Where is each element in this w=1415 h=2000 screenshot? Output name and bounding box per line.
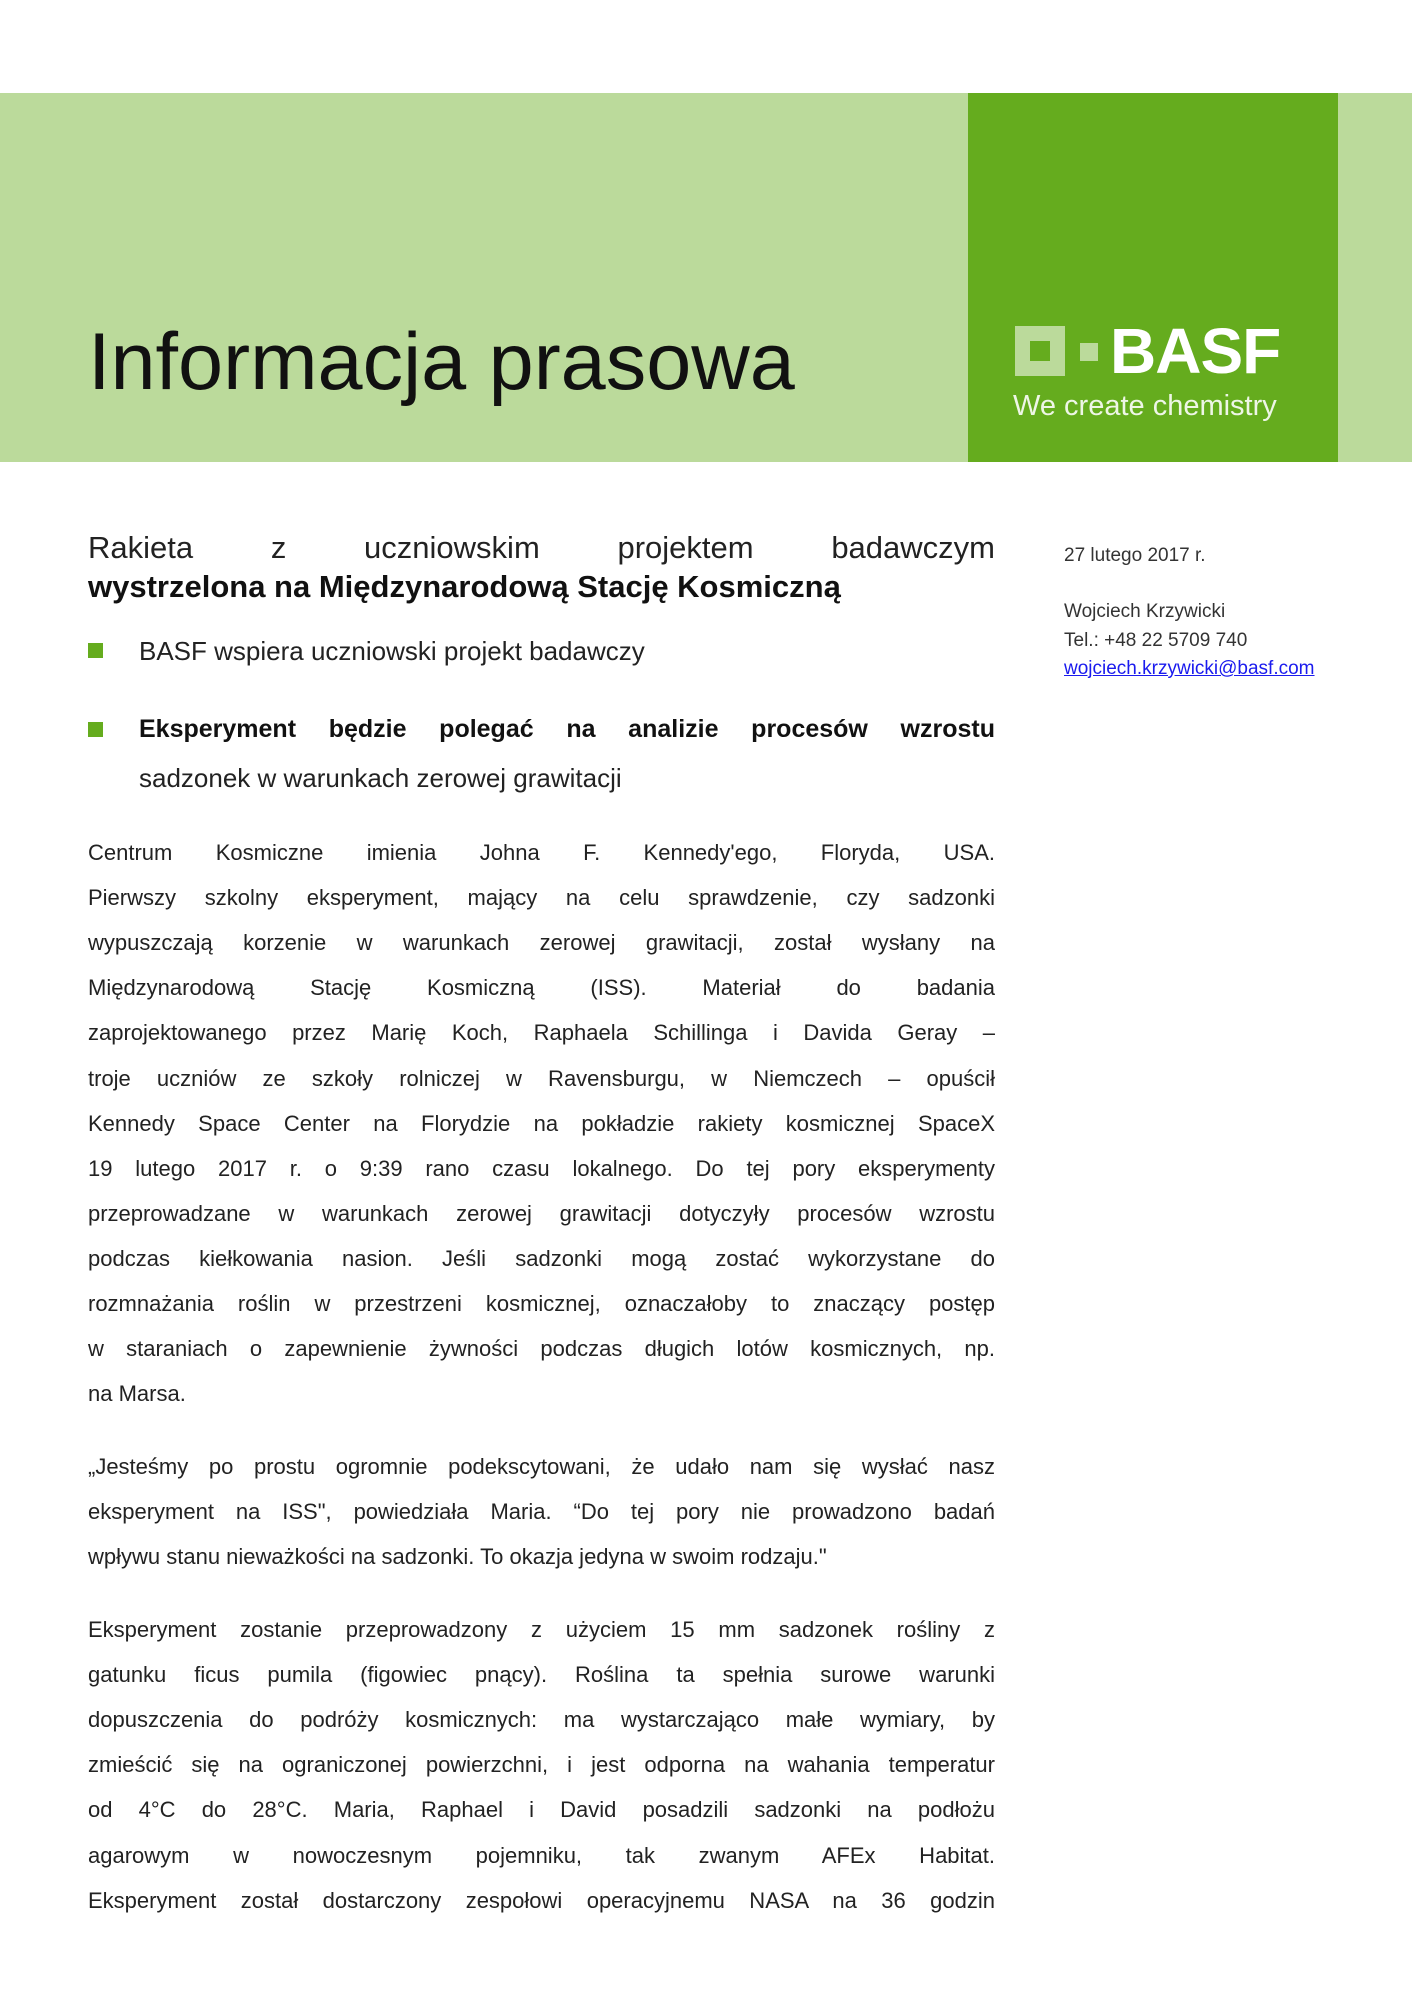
contact-phone: Tel.: +48 22 5709 740: [1064, 630, 1248, 651]
contact-email-wrap: [1064, 657, 1315, 681]
paragraph-2-line: wpływu stanu nieważkości na sadzonki. To okazja jedyna w swoim rodzaju.": [88, 1544, 827, 1570]
paragraph-1-line: Kennedy Space Center na Florydzie na pokładzie rakiety kosmicznej SpaceX: [88, 1110, 995, 1136]
paragraph-3-line: dopuszczenia do podróży kosmicznych: ma wystarczająco małe wymiary, by: [88, 1707, 995, 1733]
paragraph-2-line: eksperyment na ISS", powiedziała Maria. “Do tej pory nie prowadzono badań: [88, 1499, 995, 1525]
paragraph-3-line: Eksperyment zostanie przeprowadzony z użyciem 15 mm sadzonek rośliny z: [88, 1617, 995, 1642]
paragraph-3-line: zmieścić się na ograniczonej powierzchni, i jest odporna na wahania temperatur: [88, 1752, 995, 1778]
bullet-1-text: BASF wspiera uczniowski projekt badawczy: [139, 636, 645, 666]
headline-line-2: wystrzelona na Międzynarodową Stację Kosmiczną: [88, 569, 841, 604]
paragraph-1-line: zaprojektowanego przez Marię Koch, Raphaela Schillinga i Davida Geray –: [88, 1020, 995, 1046]
paragraph-1-line: na Marsa.: [88, 1381, 186, 1407]
paragraph-3-line: od 4°C do 28°C. Maria, Raphael i David posadzili sadzonki na podłożu: [88, 1797, 995, 1823]
logo-square-icon: [1015, 326, 1065, 376]
paragraph-2-line: „Jesteśmy po prostu ogromnie podekscytowani, że udało nam się wysłać nasz: [88, 1454, 995, 1479]
paragraph-1-line: w staraniach o zapewnienie żywności podczas długich lotów kosmicznych, np.: [88, 1336, 995, 1362]
page-title: Informacja prasowa: [88, 317, 795, 407]
paragraph-1-line: podczas kiełkowania nasion. Jeśli sadzonki mogą zostać wykorzystane do: [88, 1245, 995, 1271]
bullet-square-icon: [88, 643, 103, 658]
logo-tagline: We create chemistry: [1013, 390, 1277, 422]
contact-email-link[interactable]: wojciech.krzywicki@basf.com: [1064, 658, 1315, 679]
bullet-square-icon: [88, 722, 103, 737]
paragraph-3-line: agarowym w nowoczesnym pojemniku, tak zwanym AFEx Habitat.: [88, 1842, 995, 1868]
paragraph-1-line: wypuszczają korzenie w warunkach zerowej grawitacji, został wysłany na: [88, 930, 995, 956]
logo-dot-icon: [1080, 343, 1098, 361]
paragraph-1-line: przeprowadzane w warunkach zerowej grawitacji dotyczyły procesów wzrostu: [88, 1200, 995, 1226]
paragraph-1-line: Centrum Kosmiczne imienia Johna F. Kennedy'ego, Floryda, USA.: [88, 840, 995, 865]
logo-wordmark: BASF: [1110, 315, 1281, 387]
paragraph-1-line: Pierwszy szkolny eksperyment, mający na celu sprawdzenie, czy sadzonki: [88, 885, 995, 911]
paragraph-3-line: Eksperyment został dostarczony zespołowi operacyjnemu NASA na 36 godzin: [88, 1887, 995, 1913]
release-date: 27 lutego 2017 r.: [1064, 545, 1206, 566]
bullet-2-text-line-1: Eksperyment będzie polegać na analizie procesów wzrostu: [139, 715, 995, 743]
paragraph-1-line: rozmnażania roślin w przestrzeni kosmicznej, oznaczałoby to znaczący postęp: [88, 1291, 995, 1316]
paragraph-1-line: Międzynarodową Stację Kosmiczną (ISS). Materiał do badania: [88, 975, 995, 1001]
headline-line-1: Rakieta z uczniowskim projektem badawczym: [88, 530, 995, 565]
bullet-2-text-line-2: sadzonek w warunkach zerowej grawitacji: [139, 763, 622, 793]
paragraph-1-line: 19 lutego 2017 r. o 9:39 rano czasu lokalnego. Do tej pory eksperymenty: [88, 1155, 995, 1181]
contact-name: Wojciech Krzywicki: [1064, 601, 1226, 622]
paragraph-3-line: gatunku ficus pumila (figowiec pnący). Roślina ta spełnia surowe warunki: [88, 1662, 995, 1688]
paragraph-1-line: troje uczniów ze szkoły rolniczej w Ravensburgu, w Niemczech – opuścił: [88, 1065, 995, 1091]
